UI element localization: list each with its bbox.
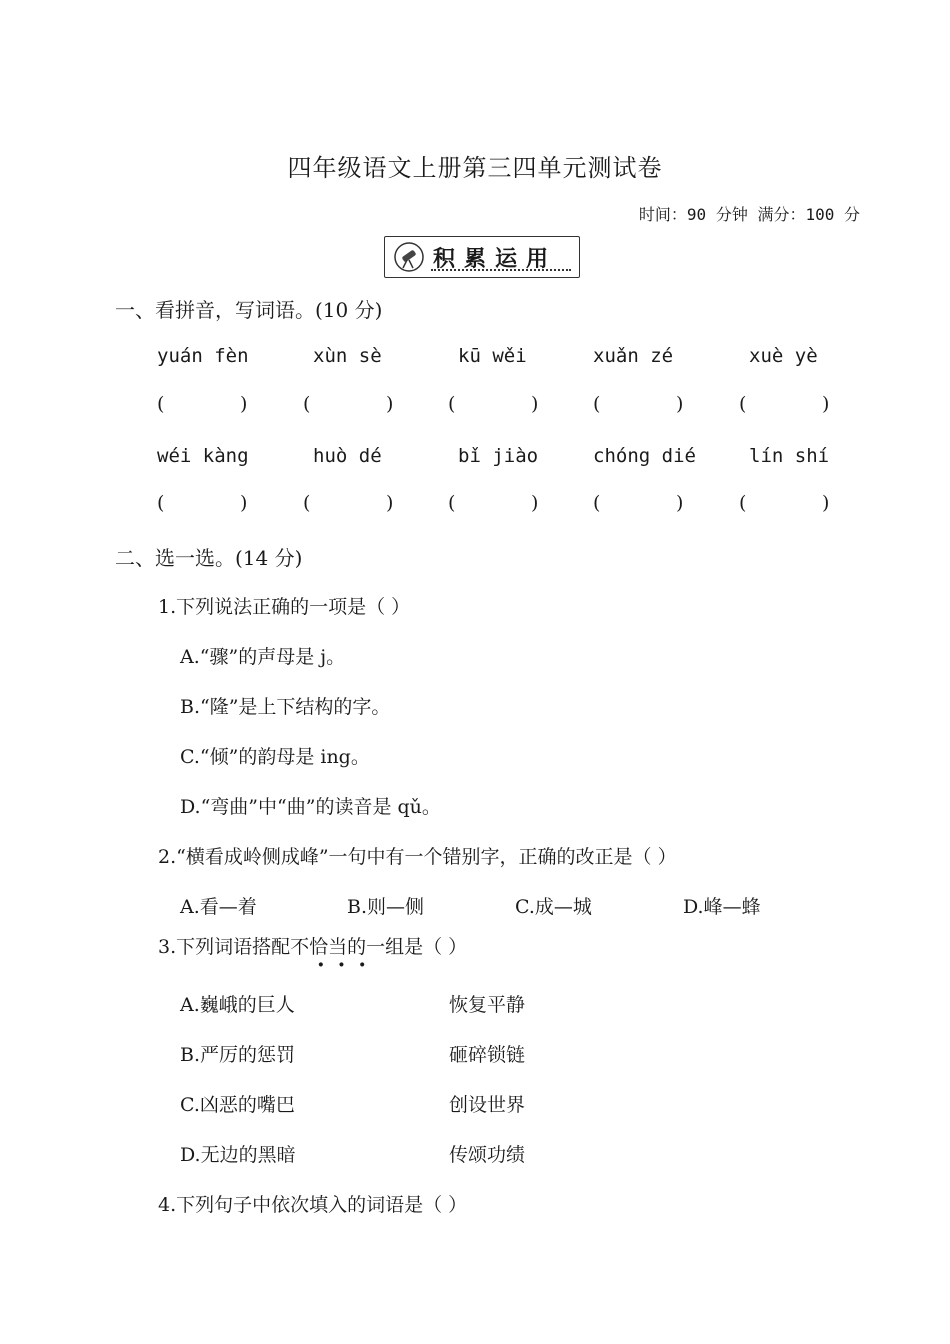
pinyin-item: xuǎn zé [593, 345, 674, 367]
banner-underline [431, 269, 571, 271]
section1-heading: 一、看拼音，写词语。(10 分) [115, 298, 383, 322]
pinyin-item: chóng dié [593, 445, 696, 467]
answer-blank-close: ) [240, 393, 248, 415]
q2-option-b: B.则—侧 [347, 896, 425, 918]
answer-blank-open: ( [303, 492, 311, 514]
pinyin-item: huò dé [313, 445, 382, 467]
q2-option-a: A.看—着 [180, 896, 257, 918]
pinyin-item: kū wěi [458, 345, 527, 367]
page-title: 四年级语文上册第三四单元测试卷 [287, 154, 663, 182]
pinyin-item: xùn sè [313, 345, 382, 367]
answer-blank-open: ( [448, 393, 456, 415]
section-banner [384, 236, 580, 278]
telescope-icon [393, 241, 425, 273]
q3-option-d-left: D.无边的黑暗 [180, 1144, 296, 1166]
emphasis-dots: ··· [317, 952, 379, 978]
answer-blank-close: ) [531, 492, 539, 514]
q3-option-b-right: 砸碎锁链 [449, 1044, 526, 1066]
answer-blank-close: ) [386, 393, 394, 415]
answer-blank-open: ( [739, 393, 747, 415]
q3-option-a-left: A.巍峨的巨人 [180, 994, 295, 1016]
banner-label: 积累运用 [433, 247, 558, 272]
answer-blank-close: ) [822, 492, 830, 514]
q2-option-d: D.峰—蜂 [683, 896, 761, 918]
answer-blank-open: ( [593, 393, 601, 415]
answer-blank-open: ( [157, 492, 165, 514]
section2-heading: 二、选一选。(14 分) [115, 546, 303, 570]
answer-blank-open: ( [739, 492, 747, 514]
q2-option-c: C.成—城 [515, 896, 592, 918]
answer-blank-close: ) [240, 492, 248, 514]
q3-option-a-right: 恢复平静 [449, 994, 526, 1016]
q1-option-c: C.“倾”的韵母是 ing。 [180, 746, 370, 768]
q1-option-a: A.“骤”的声母是 j。 [180, 646, 346, 668]
question-2-stem: 2.“横看成岭侧成峰”一句中有一个错别字，正确的改正是（ ） [158, 846, 677, 868]
pinyin-item: bǐ jiào [458, 445, 539, 467]
answer-blank-open: ( [448, 492, 456, 514]
q3-option-d-right: 传颂功绩 [449, 1144, 526, 1166]
answer-blank-open: ( [303, 393, 311, 415]
answer-blank-close: ) [676, 393, 684, 415]
answer-blank-close: ) [531, 393, 539, 415]
answer-blank-close: ) [386, 492, 394, 514]
q3-option-c-right: 创设世界 [449, 1094, 526, 1116]
pinyin-item: wéi kàng [157, 445, 249, 467]
answer-blank-open: ( [593, 492, 601, 514]
pinyin-item: lín shí [749, 445, 830, 467]
pinyin-item: yuán fèn [157, 345, 249, 367]
question-1-stem: 1.下列说法正确的一项是（ ） [158, 596, 411, 618]
q1-option-b: B.“隆”是上下结构的字。 [180, 696, 391, 718]
q3-option-c-left: C.凶恶的嘴巴 [180, 1094, 295, 1116]
q3-option-b-left: B.严厉的惩罚 [180, 1044, 296, 1066]
exam-meta: 时间：90 分钟 满分：100 分 [638, 205, 860, 224]
answer-blank-close: ) [822, 393, 830, 415]
question-4-stem: 4.下列句子中依次填入的词语是（ ） [158, 1194, 468, 1216]
question-3-stem: 3.下列词语搭配不恰当的一组是（ ） [158, 936, 468, 958]
pinyin-item: xuè yè [749, 345, 818, 367]
answer-blank-open: ( [157, 393, 165, 415]
answer-blank-close: ) [676, 492, 684, 514]
q1-option-d: D.“弯曲”中“曲”的读音是 qǔ。 [180, 796, 441, 818]
